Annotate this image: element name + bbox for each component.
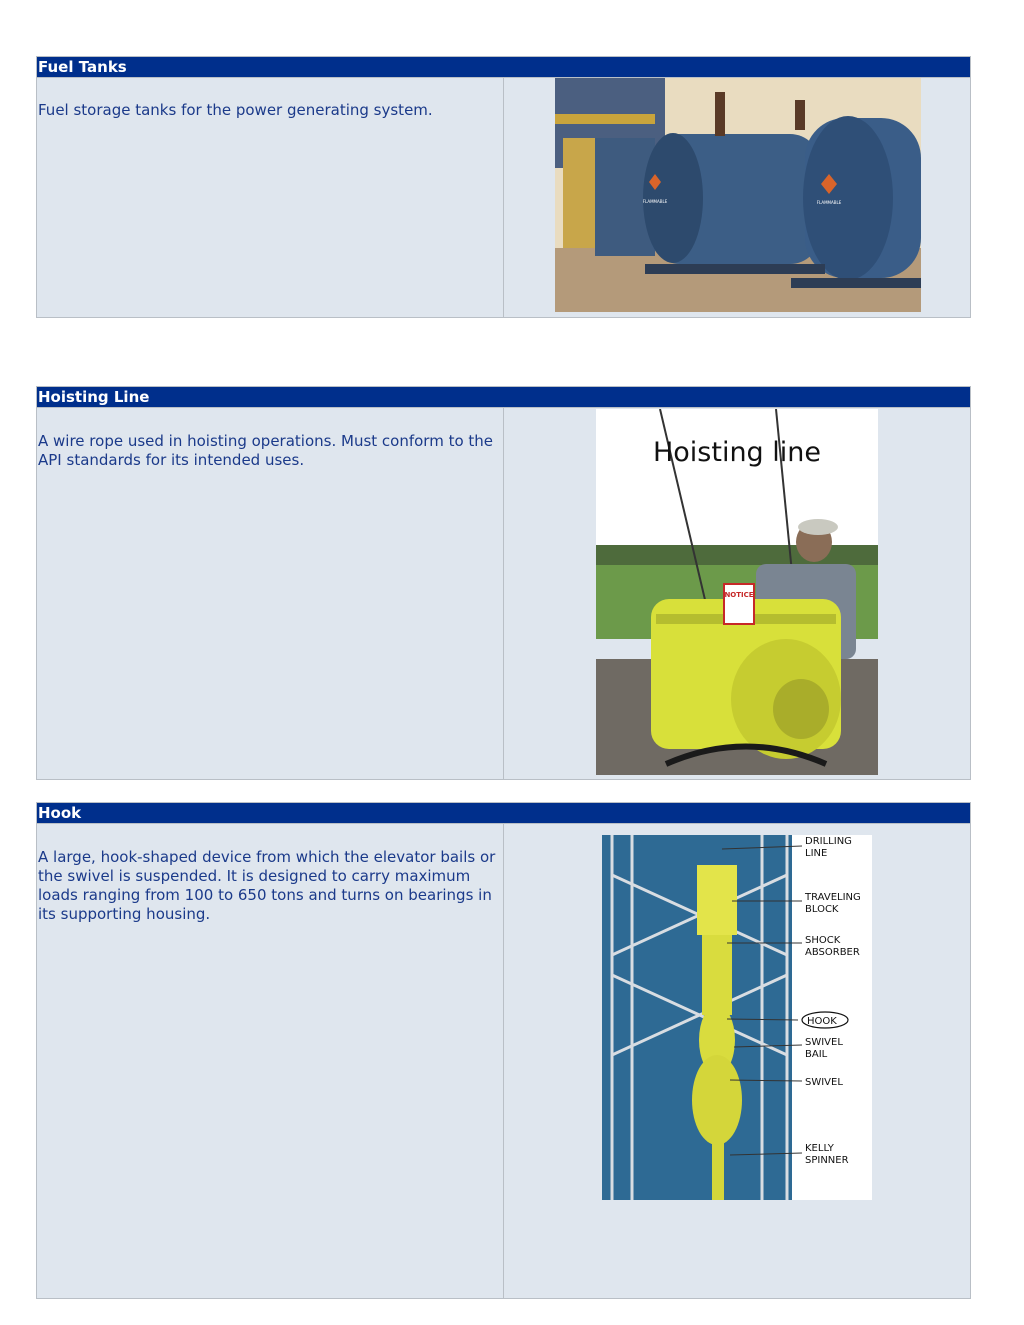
fuel-tanks-image-cell bbox=[504, 78, 970, 317]
callout-kelly-spinner-1: KELLY bbox=[805, 1143, 834, 1154]
callout-drilling-line-1: DRILLING bbox=[805, 836, 852, 847]
hoisting-line-image-cell bbox=[504, 408, 970, 779]
fuel-tanks-photo bbox=[555, 78, 921, 312]
callout-shock-absorber-2: ABSORBER bbox=[805, 947, 860, 958]
tank-label-right: FLAMMABLE bbox=[816, 200, 842, 205]
hook-diagram-photo bbox=[602, 835, 872, 1200]
hook-description-cell bbox=[37, 824, 504, 1298]
callout-swivel: SWIVEL bbox=[805, 1077, 843, 1088]
hoisting-line-caption: Hoisting line bbox=[652, 437, 822, 468]
fuel-tanks-section bbox=[36, 56, 971, 318]
callout-drilling-line-2: LINE bbox=[805, 848, 828, 859]
callout-kelly-spinner-2: SPINNER bbox=[805, 1155, 849, 1166]
hoisting-line-photo bbox=[596, 409, 878, 775]
section-header-fuel-tanks: Fuel Tanks bbox=[37, 57, 970, 78]
callout-traveling-block-2: BLOCK bbox=[805, 904, 839, 915]
tank-label-left: FLAMMABLE bbox=[642, 199, 668, 204]
fuel-tanks-description: Fuel storage tanks for the power generating system. bbox=[38, 101, 433, 119]
hook-image-cell bbox=[504, 824, 970, 1298]
section-header-hook: Hook bbox=[37, 803, 970, 824]
notice-sign-text: NOTICE bbox=[724, 591, 754, 599]
callout-traveling-block-1: TRAVELING bbox=[805, 892, 861, 903]
hook-description: A large, hook-shaped device from which the elevator bails or the swivel is suspended. It is designed to carry maximum loads ranging from 100 to 650 tons and turns on bearings in its supporting housing. bbox=[38, 848, 496, 923]
fuel-tanks-description-cell bbox=[37, 78, 504, 317]
section-header-hoisting-line: Hoisting Line bbox=[37, 387, 970, 408]
callout-shock-absorber-1: SHOCK bbox=[805, 935, 841, 946]
hook-section bbox=[36, 802, 971, 1299]
callout-swivel-bail-1: SWIVEL bbox=[805, 1037, 843, 1048]
callout-swivel-bail-2: BAIL bbox=[805, 1049, 828, 1060]
callout-hook: HOOK bbox=[807, 1016, 837, 1027]
hoisting-line-description-cell bbox=[37, 408, 504, 779]
hoisting-line-section bbox=[36, 386, 971, 780]
hoisting-line-description: A wire rope used in hoisting operations. Must conform to the API standards for its intended uses. bbox=[38, 432, 494, 469]
